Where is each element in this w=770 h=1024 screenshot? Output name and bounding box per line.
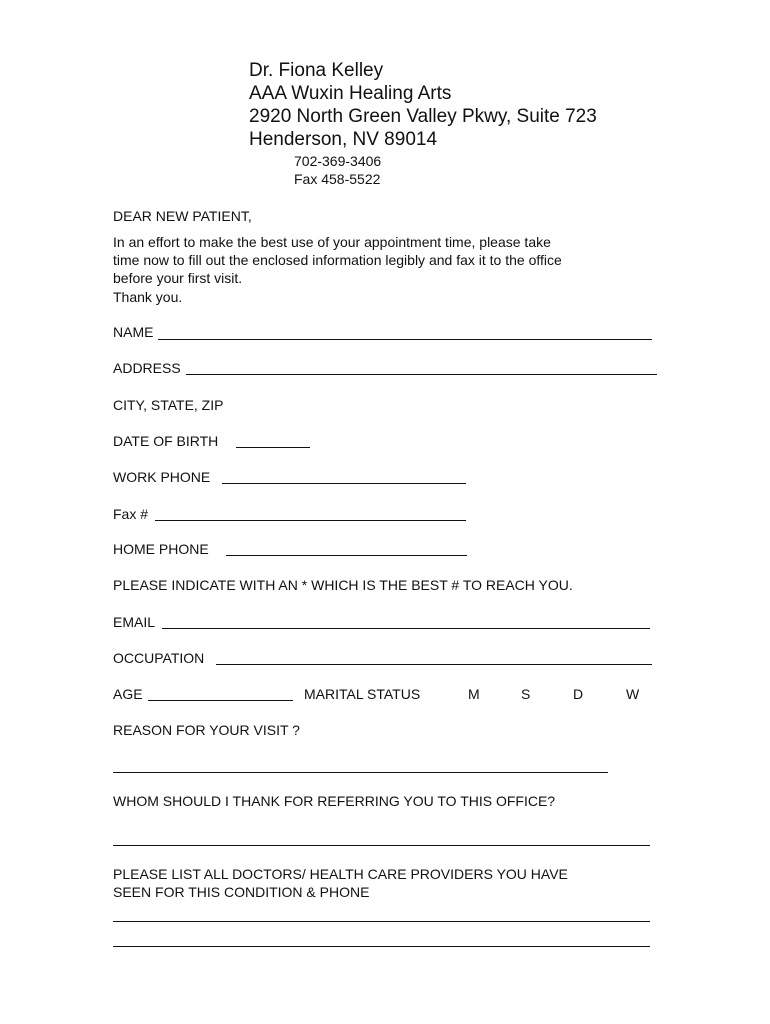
referral-label: WHOM SHOULD I THANK FOR REFERRING YOU TO THIS OFFICE? bbox=[113, 793, 556, 809]
name-label: NAME bbox=[113, 324, 154, 340]
office-fax: Fax 458-5522 bbox=[294, 171, 381, 187]
marital-option-s[interactable]: S bbox=[521, 686, 531, 702]
email-field[interactable] bbox=[162, 628, 650, 629]
thank-you: Thank you. bbox=[113, 289, 183, 305]
intro-line-2: time now to fill out the enclosed information legibly and fax it to the office bbox=[113, 252, 562, 268]
email-label: EMAIL bbox=[113, 614, 156, 630]
address-label: ADDRESS bbox=[113, 360, 181, 376]
providers-label-line-2: SEEN FOR THIS CONDITION & PHONE bbox=[113, 884, 370, 900]
providers-field-1[interactable] bbox=[113, 921, 650, 922]
practice-name: AAA Wuxin Healing Arts bbox=[249, 83, 452, 104]
providers-field-2[interactable] bbox=[113, 946, 650, 947]
reason-label: REASON FOR YOUR VISIT ? bbox=[113, 722, 300, 738]
intro-line-1: In an effort to make the best use of your appointment time, please take bbox=[113, 234, 551, 250]
marital-option-d[interactable]: D bbox=[573, 686, 584, 702]
dob-field[interactable] bbox=[236, 447, 310, 448]
street-address: 2920 North Green Valley Pkwy, Suite 723 bbox=[249, 106, 597, 127]
age-label: AGE bbox=[113, 686, 143, 702]
work-phone-label: WORK PHONE bbox=[113, 469, 211, 485]
providers-label-line-1: PLEASE LIST ALL DOCTORS/ HEALTH CARE PROVIDERS YOU HAVE bbox=[113, 866, 568, 882]
city-state-zip-label: CITY, STATE, ZIP bbox=[113, 397, 224, 413]
marital-option-w[interactable]: W bbox=[626, 686, 640, 702]
doctor-name: Dr. Fiona Kelley bbox=[249, 60, 384, 81]
fax-field[interactable] bbox=[155, 520, 466, 521]
dob-label: DATE OF BIRTH bbox=[113, 433, 219, 449]
occupation-field[interactable] bbox=[216, 664, 652, 665]
age-field[interactable] bbox=[148, 700, 293, 701]
home-phone-field[interactable] bbox=[226, 555, 467, 556]
best-number-note: PLEASE INDICATE WITH AN * WHICH IS THE BEST # TO REACH YOU. bbox=[113, 577, 573, 593]
office-phone: 702-369-3406 bbox=[294, 153, 382, 169]
referral-field[interactable] bbox=[113, 845, 650, 846]
intro-line-3: before your first visit. bbox=[113, 270, 243, 286]
reason-field[interactable] bbox=[113, 772, 608, 773]
marital-status-label: MARITAL STATUS bbox=[304, 686, 421, 702]
name-field[interactable] bbox=[158, 339, 652, 340]
address-field[interactable] bbox=[186, 374, 657, 375]
occupation-label: OCCUPATION bbox=[113, 650, 205, 666]
city-address: Henderson, NV 89014 bbox=[249, 129, 438, 150]
fax-label: Fax # bbox=[113, 506, 149, 522]
work-phone-field[interactable] bbox=[222, 483, 466, 484]
greeting: DEAR NEW PATIENT, bbox=[113, 208, 252, 224]
marital-option-m[interactable]: M bbox=[468, 686, 480, 702]
home-phone-label: HOME PHONE bbox=[113, 541, 209, 557]
